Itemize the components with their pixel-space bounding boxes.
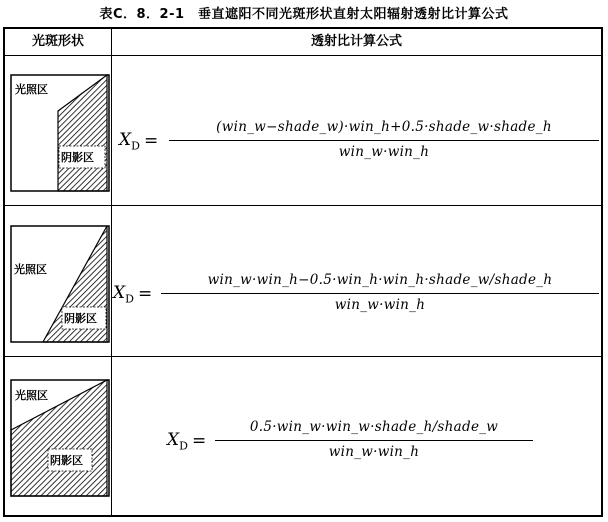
fraction-bar: [169, 140, 599, 141]
table-title: 表C．8．2-1 垂直遮阳不同光斑形状直射太阳辐射透射比计算公式: [99, 7, 509, 22]
fraction-bar: [215, 440, 533, 441]
formula-1: $X_D$ = (win_w−shade_w)·win_h+0.5·shade_w·shade_h win_w·win_h: [113, 111, 601, 171]
row-divider: [5, 205, 601, 206]
shadow-area-label: 阴影区: [61, 151, 94, 164]
formula-3: $X_D$ = 0.5·win_w·win_w·shade_h/shade_w win_w·win_h: [113, 411, 601, 471]
column-divider: [111, 29, 112, 515]
fraction-bar: [161, 293, 599, 294]
header-divider: [5, 55, 601, 56]
light-spot-diagram-1: [10, 74, 110, 194]
header-formula: 透射比计算公式: [310, 34, 402, 49]
formula-numerator: win_w·win_h−0.5·win_h·win_h·shade_w/shade_h: [207, 272, 553, 288]
formula-denominator: win_w·win_h: [328, 444, 420, 460]
formula-table: [3, 27, 603, 517]
light-spot-diagram-3: [10, 379, 110, 499]
formula-numerator: (win_w−shade_w)·win_h+0.5·shade_w·shade_h: [216, 119, 552, 135]
lit-area-label: 光照区: [14, 263, 47, 276]
formula-denominator: win_w·win_h: [334, 297, 426, 313]
formula-2: $X_D$ = win_w·win_h−0.5·win_h·win_h·shade_w/shade_h win_w·win_h: [113, 264, 601, 324]
row-divider: [5, 356, 601, 357]
formula-numerator: 0.5·win_w·win_w·shade_h/shade_w: [249, 419, 499, 435]
light-spot-diagram-2: [10, 225, 110, 345]
lit-area-label: 光照区: [15, 83, 48, 96]
lit-area-label: 光照区: [15, 389, 48, 402]
shadow-area-label: 阴影区: [64, 312, 97, 325]
fraction: [169, 111, 599, 171]
shadow-area-label: 阴影区: [50, 454, 83, 467]
formula-denominator: win_w·win_h: [338, 144, 430, 160]
fraction: [161, 264, 599, 324]
fraction: [215, 411, 533, 471]
formula-lhs: $X_D$: [113, 282, 134, 306]
formula-lhs: $X_D$: [167, 429, 188, 453]
formula-lhs: $X_D$: [119, 129, 140, 153]
header-shape: 光斑形状: [31, 34, 84, 49]
